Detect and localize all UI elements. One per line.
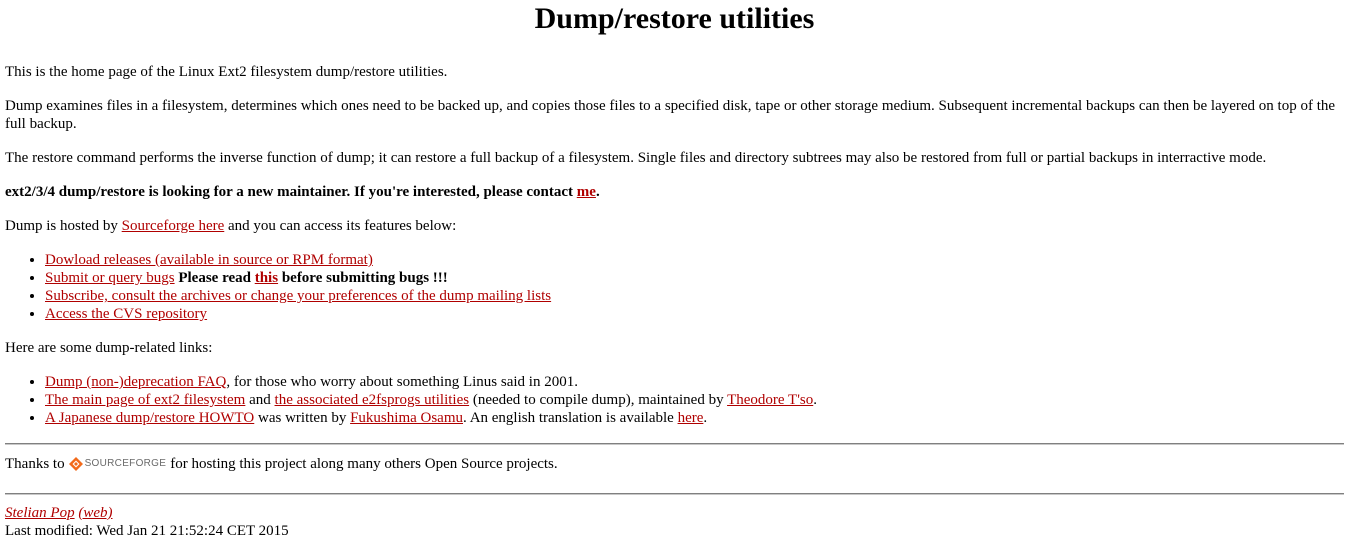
e2fs-after: (needed to compile dump), maintained by bbox=[469, 392, 728, 408]
features-list bbox=[5, 251, 1344, 323]
related-intro: Here are some dump-related links: bbox=[5, 340, 213, 356]
mailing-lists-link[interactable]: Subscribe, consult the archives or change your preferences of the dump mailing lists bbox=[45, 288, 552, 304]
sourceforge-diamond-icon bbox=[69, 457, 83, 471]
bugs-after-text: before submitting bugs !!! bbox=[278, 270, 448, 286]
thanks-before: Thanks to bbox=[5, 456, 65, 472]
hosted-paragraph bbox=[5, 217, 1344, 235]
author-link[interactable]: Stelian Pop bbox=[5, 505, 75, 521]
sourceforge-logo[interactable] bbox=[69, 455, 167, 473]
divider bbox=[5, 493, 1344, 495]
list-item bbox=[45, 287, 1344, 305]
list-item bbox=[45, 251, 1344, 269]
contact-me-link[interactable]: me bbox=[576, 184, 596, 200]
list-item bbox=[45, 269, 1344, 287]
dump-description: Dump examines files in a filesystem, determines which ones need to be backed up, and copies those files to a specified disk, tape or other storage medium. Subsequent incremental backups can then be layered on top of the full backup. bbox=[5, 98, 1336, 132]
maintainer-end: . bbox=[595, 184, 600, 200]
page-title: Dump/restore utilities bbox=[534, 2, 815, 35]
bugs-this-link[interactable]: this bbox=[254, 270, 279, 286]
sourceforge-logo-text: SOURCEFORGE bbox=[84, 458, 167, 469]
howto-mid: was written by bbox=[254, 410, 351, 426]
download-releases-link[interactable]: Dowload releases (available in source or RPM format) bbox=[45, 252, 373, 268]
list-item bbox=[45, 391, 1344, 409]
e2fsprogs-link[interactable]: the associated e2fsprogs utilities bbox=[274, 392, 470, 408]
thanks-after: for hosting this project along many others Open Source projects. bbox=[170, 456, 558, 472]
theodore-tso-link[interactable]: Theodore T'so bbox=[727, 392, 814, 408]
hosted-before: Dump is hosted by bbox=[5, 218, 122, 234]
tso-end: . bbox=[813, 392, 817, 408]
fukushima-osamu-link[interactable]: Fukushima Osamu bbox=[350, 410, 464, 426]
maintainer-text: ext2/3/4 dump/restore is looking for a new maintainer. If you're interested, please contact bbox=[5, 184, 577, 200]
submit-bugs-link[interactable]: Submit or query bugs bbox=[45, 270, 175, 286]
restore-description: The restore command performs the inverse function of dump; it can restore a full backup of a filesystem. Single files and directory subtrees may also be restored from full or partial backups in interractive mode. bbox=[5, 150, 1267, 166]
last-modified: Last modified: Wed Jan 21 21:52:24 CET 2015 bbox=[5, 523, 289, 539]
list-item bbox=[45, 305, 1344, 323]
hosted-after: and you can access its features below: bbox=[224, 218, 457, 234]
page bbox=[0, 4, 1349, 540]
sourceforge-here-link[interactable]: Sourceforge here bbox=[121, 218, 225, 234]
author-web-link[interactable]: (web) bbox=[78, 505, 113, 521]
author-signature bbox=[5, 504, 1344, 522]
list-item bbox=[45, 409, 1344, 427]
intro-paragraph: This is the home page of the Linux Ext2 filesystem dump/restore utilities. bbox=[5, 64, 448, 80]
thanks-line bbox=[5, 455, 1344, 473]
ext2-main-link[interactable]: The main page of ext2 filesystem bbox=[45, 392, 246, 408]
cvs-repository-link[interactable]: Access the CVS repository bbox=[45, 306, 208, 322]
divider bbox=[5, 443, 1344, 445]
osamu-after: . An english translation is available bbox=[463, 410, 678, 426]
translation-here-link[interactable]: here bbox=[677, 410, 704, 426]
ext2-and: and bbox=[245, 392, 275, 408]
here-end: . bbox=[703, 410, 708, 426]
related-links-list bbox=[5, 373, 1344, 427]
faq-link[interactable]: Dump (non-)deprecation FAQ bbox=[45, 374, 227, 390]
faq-after: , for those who worry about something Linus said in 2001. bbox=[226, 374, 578, 390]
maintainer-notice bbox=[5, 183, 1344, 201]
bugs-read-text: Please read bbox=[174, 270, 255, 286]
list-item bbox=[45, 373, 1344, 391]
japanese-howto-link[interactable]: A Japanese dump/restore HOWTO bbox=[45, 410, 255, 426]
